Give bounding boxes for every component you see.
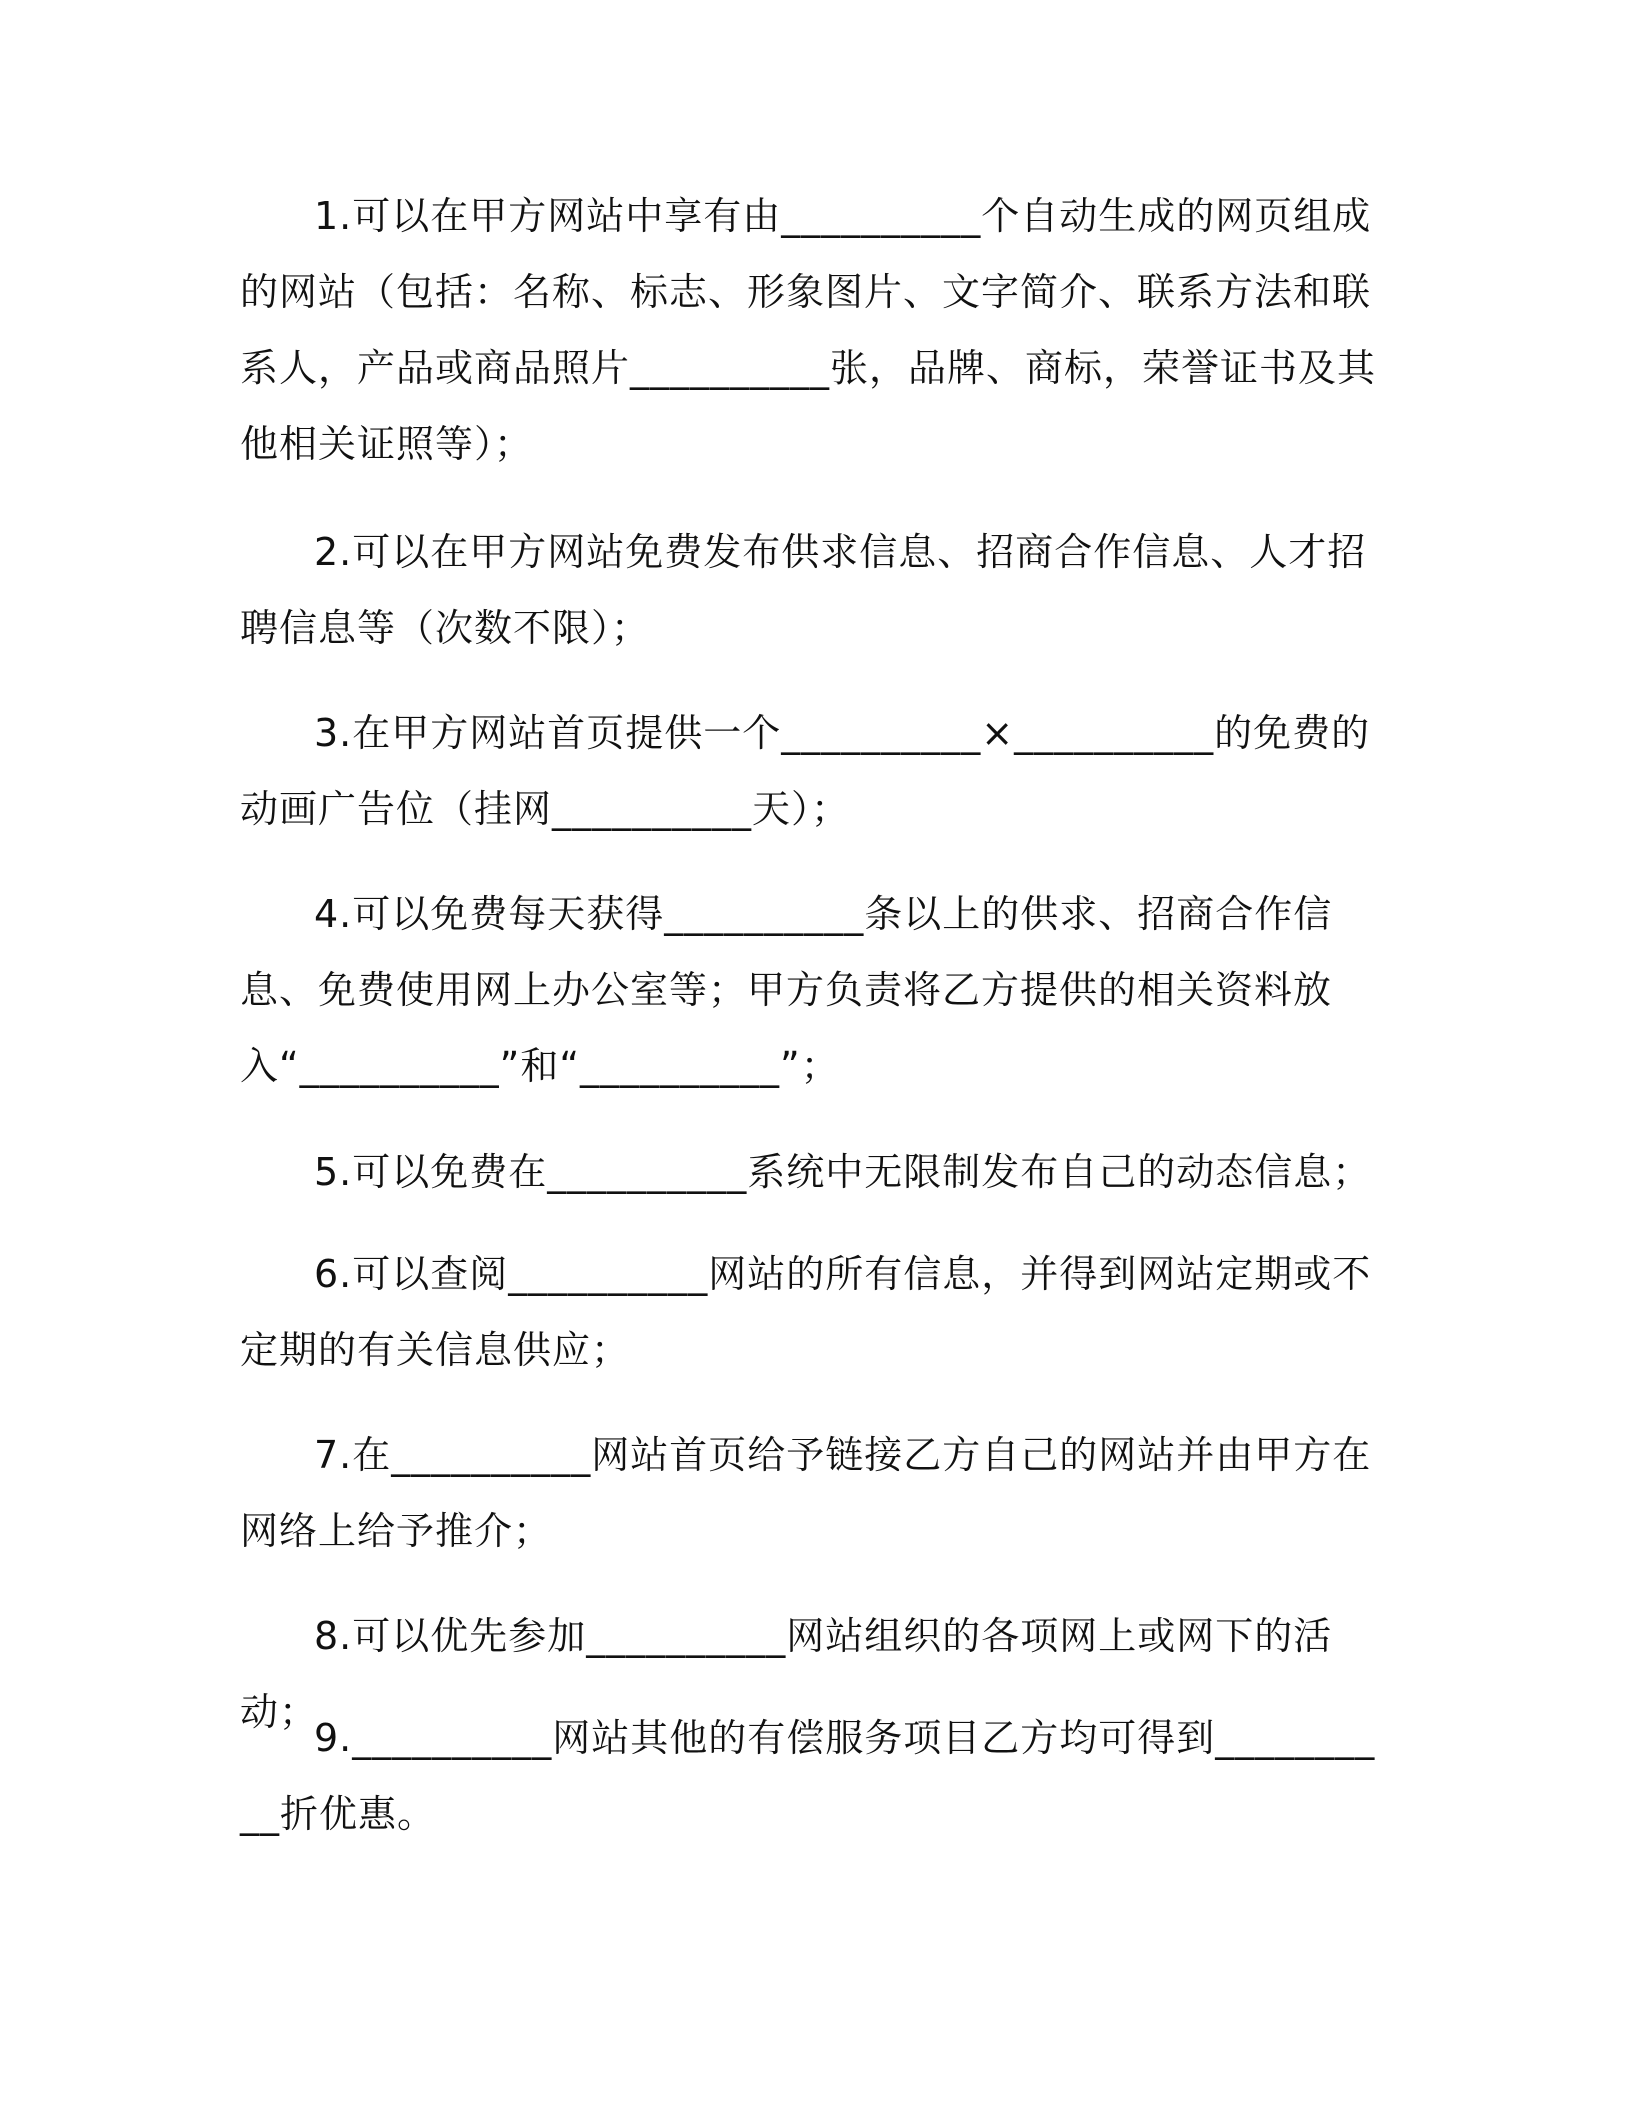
clause-6: 6.可以查阅__________网站的所有信息，并得到网站定期或不定期的有关信息供应； bbox=[240, 1252, 1372, 1372]
clause-1: 1.可以在甲方网站中享有由__________个自动生成的网页组成的网站（包括：名称、标志、形象图片、文字简介、联系方法和联系人，产品或商品照片__________张，品牌、商标，荣誉证书及其他相关证照等）； bbox=[240, 194, 1377, 466]
clause-9: 9.__________网站其他的有偿服务项目乙方均可得到__________折优惠。 bbox=[240, 1716, 1376, 1836]
clause-3: 3.在甲方网站首页提供一个__________×__________的免费的动画广告位（挂网__________天）； bbox=[240, 711, 1371, 831]
clause-2: 2.可以在甲方网站免费发布供求信息、招商合作信息、人才招聘信息等（次数不限）； bbox=[240, 530, 1367, 650]
clause-4: 4.可以免费每天获得__________条以上的供求、招商合作信息、免费使用网上办公室等；甲方负责将乙方提供的相关资料放入“__________”和“__________”； bbox=[240, 892, 1333, 1088]
clause-5: 5.可以免费在__________系统中无限制发布自己的动态信息； bbox=[314, 1150, 1372, 1194]
clause-8: 8.可以优先参加__________网站组织的各项网上或网下的活动； bbox=[240, 1614, 1333, 1734]
clause-7: 7.在__________网站首页给予链接乙方自己的网站并由甲方在网络上给予推介； bbox=[240, 1433, 1372, 1553]
